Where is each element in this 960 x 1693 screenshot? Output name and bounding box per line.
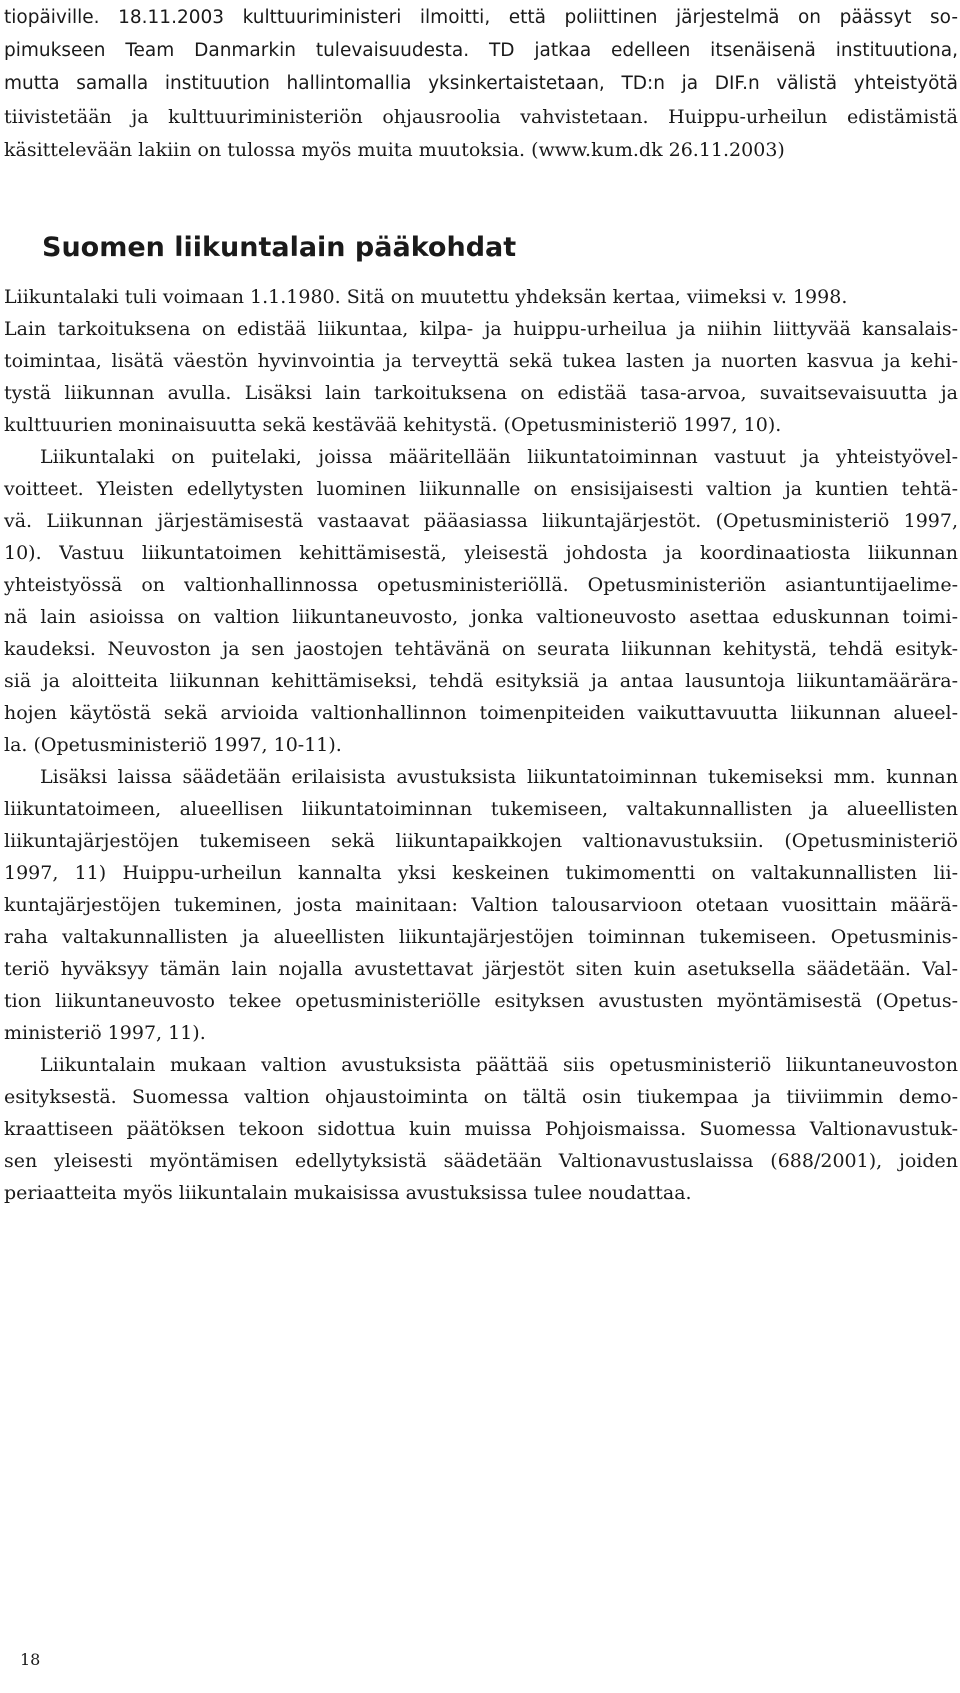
paragraph-line: Lisäksi laissa säädetään erilaisista avustuksista liikuntatoiminnan tukemiseksi mm. kunnan [40,766,958,788]
paragraph-line: kulttuurien moninaisuutta sekä kestävää kehitystä. (Opetusministeriö 1997, 10). [4,414,782,436]
paragraph-line: nä lain asioissa on valtion liikuntaneuvosto, jonka valtioneuvosto asettaa eduskunnan toimi- [4,606,958,628]
paragraph-line: 10). Vastuu liikuntatoimen kehittämisestä, yleisestä johdosta ja koordinaatiosta liikunnan [4,542,958,564]
paragraph-line: ministeriö 1997, 11). [4,1022,206,1044]
page-number: 18 [20,1650,41,1669]
paragraph-line: sen yleisesti myöntämisen edellytyksistä säädetään Valtionavustuslaissa (688/2001), joiden [4,1150,958,1172]
paragraph-line: yhteistyössä on valtionhallinnossa opetusministeriöllä. Opetusministeriön asiantuntijaelime- [4,574,958,596]
paragraph-line: tion liikuntaneuvosto tekee opetusministeriölle esityksen avustusten myöntämisestä (Opetus- [4,990,958,1012]
paragraph-line: 1997, 11) Huippu-urheilun kannalta yksi keskeinen tukimomentti on valtakunnallisten lii- [4,862,958,884]
paragraph-line: liikuntajärjestöjen tukemiseen sekä liikuntapaikkojen valtionavustuksiin. (Opetusministeriö [4,830,958,852]
paragraph-line: kuntajärjestöjen tukeminen, josta mainitaan: Valtion talousarvioon otetaan vuosittain määrä- [4,894,958,916]
paragraph-line: la. (Opetusministeriö 1997, 10-11). [4,734,342,756]
paragraph-line: kraattiseen päätöksen tekoon sidottua kuin muissa Pohjoismaissa. Suomessa Valtionavustuk- [4,1118,958,1140]
intro-line: tiopäiville. 18.11.2003 kulttuuriministeri ilmoitti, että poliittinen järjestelmä on päässyt so- [4,7,958,28]
paragraph-line: raha valtakunnallisten ja alueellisten liikuntajärjestöjen toiminnan tukemiseen. Opetusminis- [4,926,958,948]
intro-line: tiivistetään ja kulttuuriministeriön ohjausroolia vahvistetaan. Huippu-urheilun edistämistä [4,106,958,128]
paragraph-line: Lain tarkoituksena on edistää liikuntaa, kilpa- ja huippu-urheilua ja niihin liittyvää kansalais- [4,318,958,340]
section-heading: Suomen liikuntalain pääkohdat [42,232,517,263]
paragraph-line: Liikuntalaki on puitelaki, joissa määritellään liikuntatoiminnan vastuut ja yhteistyövel- [40,446,958,468]
intro-line: pimukseen Team Danmarkin tulevaisuudesta. TD jatkaa edelleen itsenäisenä instituutiona, [4,40,958,61]
paragraph-line: tystä liikunnan avulla. Lisäksi lain tarkoituksena on edistää tasa-arvoa, suvaitsevaisuutta ja [4,382,958,404]
paragraph-line: kaudeksi. Neuvoston ja sen jaostojen tehtävänä on seurata liikunnan kehitystä, tehdä esityk- [4,638,958,660]
paragraph-line: siä ja aloitteita liikunnan kehittämiseksi, tehdä esityksiä ja antaa lausuntoja liikuntamäärära- [4,670,958,692]
paragraph-line: esityksestä. Suomessa valtion ohjaustoiminta on tältä osin tiukempaa ja tiiviimmin demo- [4,1086,958,1108]
paragraph-line: liikuntatoimeen, alueellisen liikuntatoiminnan tukemiseen, valtakunnallisten ja alueellisten [4,798,958,820]
paragraph-line: Liikuntalaki tuli voimaan 1.1.1980. Sitä on muutettu yhdeksän kertaa, viimeksi v. 1998. [4,286,848,308]
paragraph-line: periaatteita myös liikuntalain mukaisissa avustuksissa tulee noudattaa. [4,1182,692,1204]
paragraph-line: teriö hyväksyy tämän lain nojalla avustettavat järjestöt siten kuin asetuksella säädetään. Val- [4,958,958,980]
paragraph-line: vä. Liikunnan järjestämisestä vastaavat pääasiassa liikuntajärjestöt. (Opetusministeriö 1997, [4,510,958,532]
paragraph-line: voitteet. Yleisten edellytysten luominen liikunnalle on ensisijaisesti valtion ja kuntien tehtä- [4,478,958,500]
paragraph-line: toimintaa, lisätä väestön hyvinvointia ja terveyttä sekä tukea lasten ja nuorten kasvua ja kehi- [4,350,958,372]
paragraph-line: hojen käytöstä sekä arvioida valtionhallinnon toimenpiteiden vaikuttavuutta liikunnan alueel- [4,702,958,724]
intro-line: mutta samalla instituution hallintomallia yksinkertaistetaan, TD:n ja DIF.n välistä yhteistyötä [4,73,958,94]
paragraph-line: Liikuntalain mukaan valtion avustuksista päättää siis opetusministeriö liikuntaneuvoston [40,1054,958,1076]
intro-line: käsittelevään lakiin on tulossa myös muita muutoksia. (www.kum.dk 26.11.2003) [4,139,785,161]
